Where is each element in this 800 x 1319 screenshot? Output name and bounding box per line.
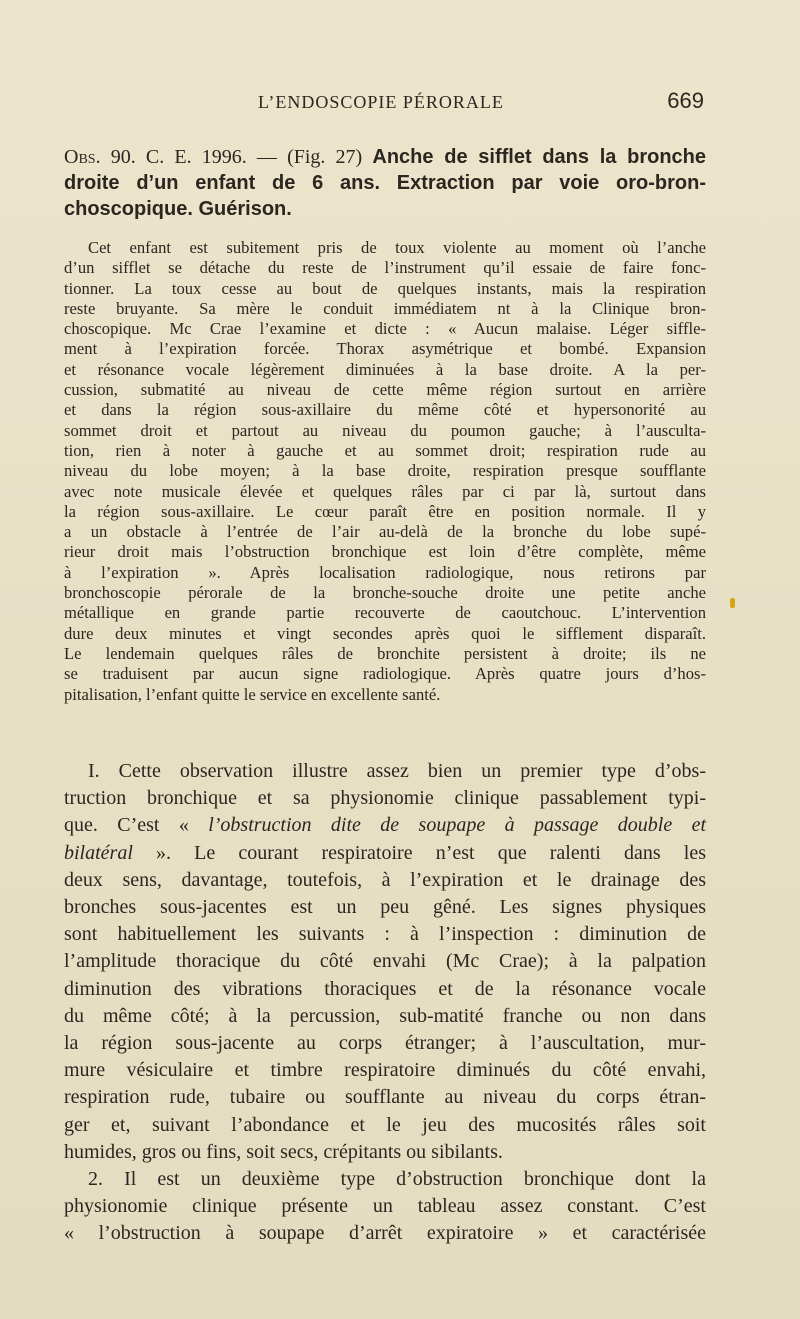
paragraph-line: tionner. La toux cesse au bout de quelques instants, mais la respiration (64, 278, 706, 298)
paragraph-line: à l’expiration ». Après localisation radiologique, nous retirons par (64, 562, 706, 582)
paragraph-line: et résonance vocale légèrement diminuées à la base droite. A la per- (64, 359, 706, 379)
paragraph-line: cussion, submatité au niveau de cette même région surtout en arrière (64, 380, 706, 400)
section1-line: sont habituellement les suivants : à l’inspection : diminution de (64, 923, 706, 946)
section1-line: humides, gros ou fins, soit secs, crépitants ou sibilants. (64, 1140, 503, 1163)
section1-italic: l’obstruction dite de soupape à passage double et (208, 814, 707, 837)
margin-mark (730, 598, 735, 608)
paragraph-line: pitalisation, l’enfant quitte le service en excellente santé. (64, 684, 441, 704)
paragraph-line: et dans la région sous-axillaire du même côté et hypersonorité au (64, 400, 706, 420)
section2-line: « l’obstruction à soupape d’arrêt expiratoire » et caractérisée (64, 1222, 706, 1245)
paragraph-line: Cet enfant est subitement pris de toux violente au moment où l’anche (88, 238, 706, 257)
paragraph-line: dure deux minutes et vingt secondes après quoi le sifflement disparaît. (64, 623, 706, 643)
running-head (258, 88, 708, 116)
commentary (64, 758, 706, 1248)
section1-italic: bilatéral (64, 841, 133, 864)
section2-line: physionomie clinique présente un tableau assez constant. C’est (64, 1195, 706, 1218)
section1-line: du même côté; à la percussion, sub-matité franche ou non dans (64, 1004, 706, 1027)
paragraph-line: sommet droit et partout au niveau du poumon gauche; à l’ausculta- (64, 420, 706, 440)
section1-line (64, 812, 706, 839)
section1-line: I. Cette observation illustre assez bien un premier type d’obs- (88, 760, 706, 782)
paragraph-line: tion, rien à noter à gauche et au sommet droit; respiration rude au (64, 440, 706, 460)
heading-line: droite d’un enfant de 6 ans. Extraction par voie oro-bron- (64, 172, 706, 194)
obs-reference: 90. C. E. 1996. — (Fig. 27) (100, 146, 373, 168)
paragraph-line: se traduisent par aucun signe radiologique. Après quatre jours d’hos- (64, 664, 706, 684)
heading-line: choscopique. Guérison. (64, 198, 292, 220)
paragraph-line: a un obstacle à l’entrée de l’air au-delà de la bronche du lobe supé- (64, 522, 706, 542)
paragraph-line: métallique en grande partie recouverte de caoutchouc. L’intervention (64, 603, 706, 623)
section1-line: l’amplitude thoracique du côté envahi (Mc Crae); à la palpation (64, 950, 706, 973)
section1-line: diminution des vibrations thoraciques et de la résonance vocale (64, 977, 706, 1000)
obs-title: Anche de sifflet dans la bronche (372, 146, 707, 168)
running-title: L’ENDOSCOPIE PÉRORALE (258, 92, 504, 112)
page-number: 669 (667, 88, 704, 113)
paragraph-line: niveau du lobe moyen; à la base droite, respiration presque soufflante (64, 461, 706, 481)
paragraph-line: Le lendemain quelques râles de bronchite persistent à droite; ils ne (64, 643, 706, 663)
section2-line: 2. Il est un deuxième type d’obstruction bronchique dont la (88, 1168, 706, 1191)
observation-heading (64, 144, 706, 222)
obs-label: Obs. (64, 146, 101, 168)
section1-line (64, 840, 706, 867)
section1-line: ger et, suivant l’abondance et le jeu des mucosités râles soit (64, 1113, 706, 1136)
observation-paragraph (64, 238, 706, 705)
section1-line: truction bronchique et sa physionomie clinique passablement typi- (64, 787, 706, 810)
section1-line: mure vésiculaire et timbre respiratoire diminués du côté envahi, (64, 1059, 706, 1082)
section1-line: respiration rude, tubaire ou soufflante au niveau du corps étran- (64, 1086, 706, 1109)
paragraph-line: la région sous-axillaire. Le cœur paraît être en position normale. Il y (64, 501, 706, 521)
section1-text: que. C’est « (64, 814, 209, 837)
section1-text: ». Le courant respiratoire n’est que ralenti dans les (132, 841, 706, 864)
section1-line: bronches sous-jacentes est un peu gêné. Les signes physiques (64, 896, 706, 919)
paragraph-line: ment à l’expiration forcée. Thorax asymétrique et bombé. Expansion (64, 339, 706, 359)
paragraph-line: d’un sifflet se détache du reste de l’instrument qu’il essaie de faire fonc- (64, 258, 706, 278)
section1-line: deux sens, davantage, toutefois, à l’expiration et le drainage des (64, 868, 706, 891)
paragraph-line: bronchoscopie pérorale de la bronche-souche droite une petite anche (64, 583, 706, 603)
paragraph-line: rieur droit mais l’obstruction bronchique est loin d’être complète, même (64, 542, 706, 562)
heading-line (64, 144, 706, 170)
paragraph-line: reste bruyante. Sa mère le conduit immédiatem nt à la Clinique bron- (64, 298, 706, 318)
paragraph-line: avec note musicale élevée et quelques râles par ci par là, surtout dans (64, 481, 706, 501)
section1-line: la région sous-jacente au corps étranger; à l’auscultation, mur- (64, 1032, 706, 1055)
paragraph-line: choscopique. Mc Crae l’examine et dicte : « Aucun malaise. Léger siffle- (64, 319, 706, 339)
